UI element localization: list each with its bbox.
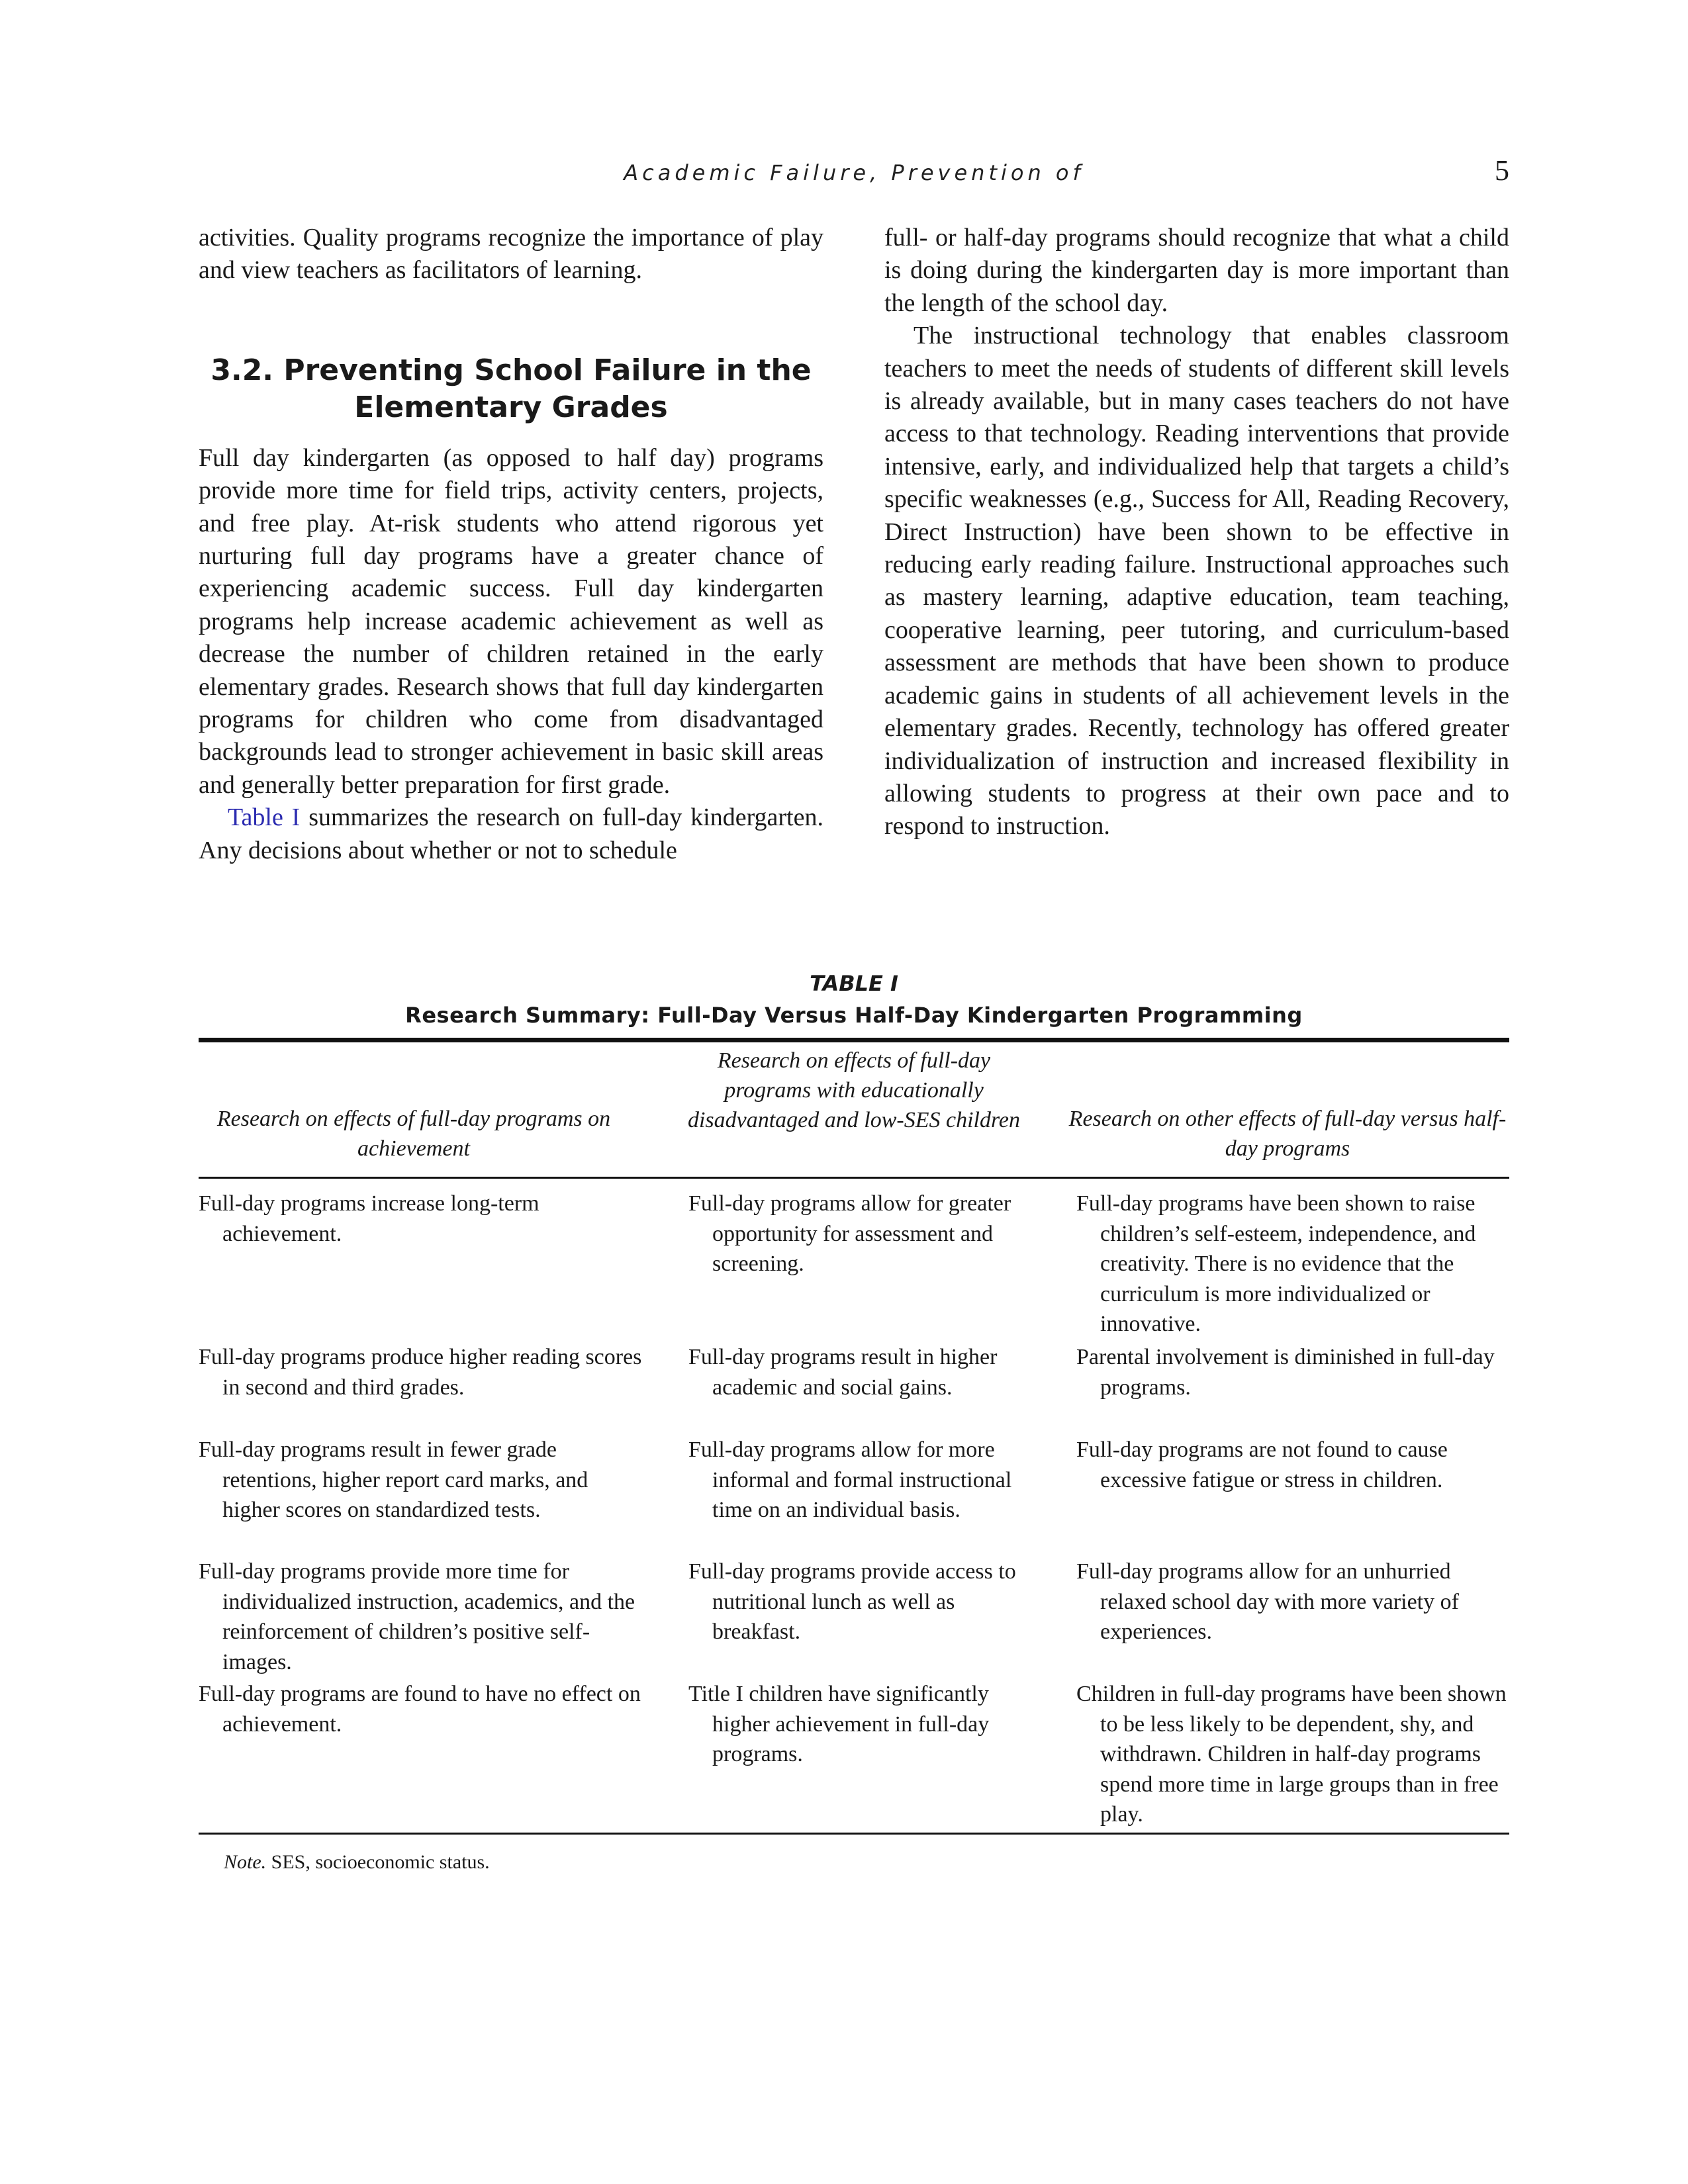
table-note-label: Note. (224, 1851, 267, 1873)
table-title: Research Summary: Full-Day Versus Half-Day Kindergarten Programming (405, 1003, 1303, 1028)
table-header-achievement: Research on effects of full-day programs on achievement (216, 1107, 611, 1161)
table-cell: Full-day programs allow for greater opportunity for assessment and screening. (688, 1191, 1011, 1276)
table-header-disadvantaged: Research on effects of full-day programs with educationally disadvantaged and low-SES children (687, 1048, 1021, 1132)
table-cell: Full-day programs provide access to nutritional lunch as well as breakfast. (688, 1559, 1016, 1644)
table-caption (199, 968, 1509, 1031)
table-note (224, 1849, 490, 1876)
table-reference-link[interactable]: Table I (228, 803, 301, 832)
running-head-title: Academic Failure, Prevention of (624, 160, 1084, 185)
table-cell: Full-day programs are not found to cause excessive fatigue or stress in children. (1076, 1437, 1448, 1492)
right-column (884, 222, 1509, 843)
body-paragraph: Full day kindergarten (as opposed to half day) programs provide more time for field trips, activity centers, projects, and free play. At-risk students who attend rigorous yet nurturing full day programs have a greater chance of experiencing academic success. Full day kindergarten programs help increase academic achievement as well as decrease the number of children retained in the early elementary grades. Research shows that full day kindergarten programs for children who come from disadvantaged backgrounds lead to stronger achievement in basic skill areas and generally better preparation for first grade. (199, 443, 823, 799)
table-cell: Full-day programs allow for an unhurried relaxed school day with more variety of experiences. (1076, 1559, 1459, 1644)
table-cell: Parental involvement is diminished in full-day programs. (1076, 1345, 1495, 1400)
table-cell: Children in full-day programs have been shown to be less likely to be dependent, shy, and withdrawn. Children in half-day programs spend more time in large groups than in free play. (1076, 1682, 1507, 1827)
table-cell: Full-day programs result in higher academic and social gains. (688, 1345, 998, 1400)
continued-paragraph: activities. Quality programs recognize the importance of play and view teachers as facilitators of learning. (199, 224, 823, 285)
table-cell: Full-day programs produce higher reading scores in second and third grades. (199, 1345, 642, 1400)
table-cell: Full-day programs allow for more informal and formal instructional time on an individual basis. (688, 1437, 1012, 1522)
table-cell: Full-day programs have been shown to raise children’s self-esteem, independence, and creativity. There is no evidence that the curriculum is more individualized or innovative. (1076, 1191, 1476, 1336)
page-number: 5 (1495, 154, 1509, 187)
table-cell: Full-day programs are found to have no effect on achievement. (199, 1682, 641, 1737)
table-number: TABLE I (810, 971, 898, 996)
table-cell: Full-day programs result in fewer grade retentions, higher report card marks, and higher scores on standardized tests. (199, 1437, 588, 1522)
table-top-rule (199, 1038, 1509, 1042)
table-header-other-effects: Research on other effects of full-day versus half-day programs (1068, 1107, 1507, 1161)
body-paragraph-table-ref (199, 801, 823, 867)
body-paragraph: full- or half-day programs should recognize that what a child is doing during the kindergarten day is more important than the length of the school day. (884, 224, 1509, 317)
section-heading: 3.2. Preventing School Failure in the Elementary Grades (211, 353, 812, 424)
table-header-rule (199, 1177, 1509, 1179)
left-column (199, 222, 823, 867)
table-cell: Full-day programs provide more time for individualized instruction, academics, and the reinforcement of children’s positive self-images. (199, 1559, 635, 1674)
body-paragraph: The instructional technology that enables classroom teachers to meet the needs of students of different skill levels is already available, but in many cases teachers do not have access to that technology. Reading interventions that provide intensive, early, and individualized help that targets a child’s specific weaknesses (e.g., Success for All, Reading Recovery, Direct Instruction) have been shown to be effective in reducing early reading failure. Instructional approaches such as mastery learning, adaptive education, team teaching, cooperative learning, peer tutoring, and curriculum-based assessment are methods that have been shown to produce academic gains in students of all achievement levels in the elementary grades. Recently, technology has offered greater individualization of instruction and increased flexibility in allowing students to progress at their own pace and to respond to instruction. (884, 322, 1509, 841)
body-paragraph-text: summarizes the research on full-day kindergarten. Any decisions about whether or not to schedule (199, 803, 823, 864)
table-bottom-rule (199, 1833, 1509, 1835)
table-cell: Full-day programs increase long-term achievement. (199, 1191, 539, 1246)
running-head (199, 154, 1509, 197)
table-note-text: SES, socioeconomic status. (271, 1851, 490, 1873)
table-cell: Title I children have significantly higher achievement in full-day programs. (688, 1682, 990, 1766)
